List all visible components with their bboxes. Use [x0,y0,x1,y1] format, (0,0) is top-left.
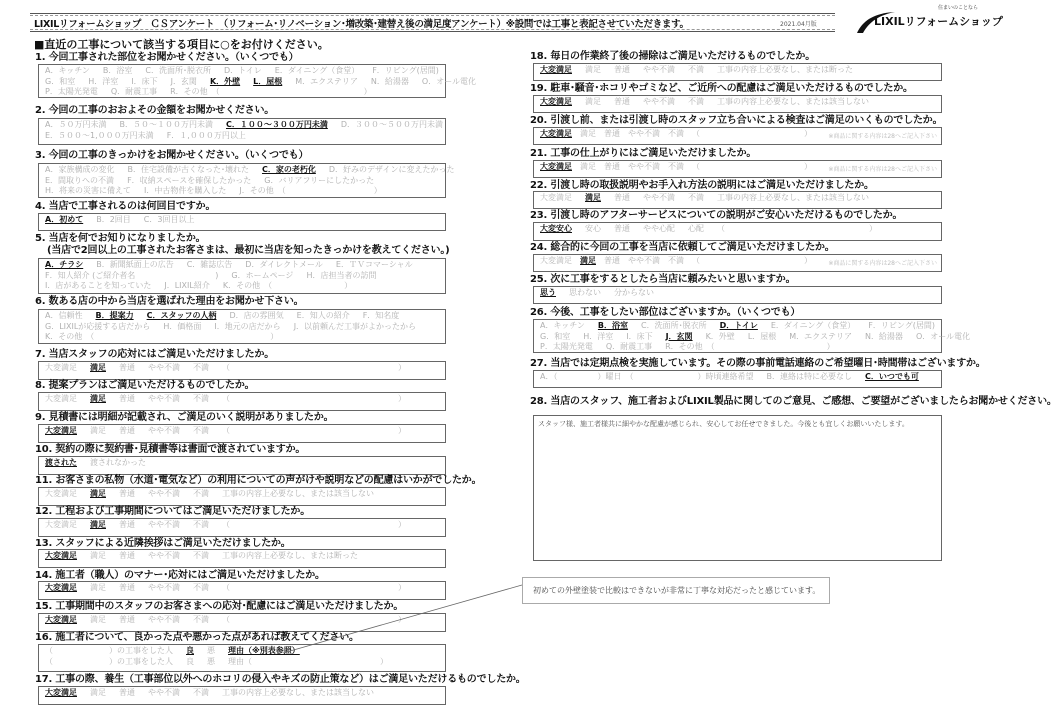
answer-option[interactable]: M．エクステリア [295,76,358,86]
answer-option[interactable]: 工事の内容上必要なし、または該当しない [222,489,374,498]
selected-option[interactable]: 理由（※別表参照） [228,646,300,655]
answer-option[interactable]: C．雑誌広告 [186,260,233,269]
question-10-title: 10. 契約の際に契約書･見積書等は書面で渡されていますか。 [35,444,306,455]
answer-option[interactable]: H．店担当者の訪問 [306,270,377,280]
answer-option[interactable]: 工事の内容上必要なし、または該当しない [222,688,374,697]
question-6-title: 6. 数ある店の中から当店を選ばれた理由をお聞かせ下さい。 [35,296,304,307]
answer-option[interactable]: （ ） [692,129,812,138]
answer-option[interactable]: E．ダイニング（食堂） [770,321,856,330]
answer-option[interactable]: R．その他 （ ） [665,342,835,351]
answer-option[interactable]: 安心 [585,224,601,233]
answer-option[interactable]: 満足 [90,583,106,592]
selected-option[interactable]: 大変満足 [540,129,572,138]
answer-option[interactable]: B．住宅設備が古くなった･壊れた [127,165,249,174]
answer-option[interactable]: B．新聞紙面上の広告 [96,260,174,269]
edition-label: 2021.04月版 [780,21,817,28]
answer-option[interactable]: I．地元の店だから [214,321,281,331]
question-26-title: 26. 今後、工事をしたい部位はございますか。（いくつでも） [530,307,801,318]
answer-option[interactable]: （ ） [222,583,406,592]
answer-option[interactable]: K．外壁 [705,331,735,341]
selected-option[interactable]: 大変満足 [540,97,572,106]
answer-option[interactable]: 普通 [119,583,135,592]
answer-option[interactable]: やや不満 [148,489,180,498]
answer-option[interactable]: E．知人の紹介 [296,311,350,320]
question-28-title: 28. 当店のスタッフ、施工者およびLIXIL製品に関してのご意見、ご感想、ご要望がございましたらお聞かせください。 [530,396,1057,407]
answer-option[interactable]: 大変満足 [45,363,77,372]
answer-option[interactable]: L．屋根 [747,331,777,341]
answer-option[interactable]: 理由（ ） [228,656,388,666]
question-8-title: 8. 提案プランはご満足いただけるものでしたか。 [35,380,255,391]
answer-option[interactable]: 普通 [119,426,135,435]
question-27-title: 27. 当店では定期点検を実施しています。その際の事前電話連絡のご希望曜日･時間帯はございますか。 [530,358,986,369]
answer-option[interactable]: やや不満 [148,583,180,592]
answer-option[interactable]: 普通 [119,520,135,529]
selected-option[interactable]: 大変安心 [540,224,572,233]
selected-option[interactable]: 満足 [580,256,596,265]
question-3-title: 3. 今回の工事のきっかけをお聞かせください。（いくつでも） [35,150,309,161]
selected-option[interactable]: 良 [186,646,194,655]
question-21-title: 21. 工事の仕上がりにはご満足いただけましたか。 [530,148,757,159]
answer-option[interactable]: 大変満足 [540,193,572,202]
answer-option[interactable]: やや不満 [148,363,180,372]
answer-option[interactable]: （ ） [692,256,812,265]
answer-option[interactable]: P．太陽光発電 [540,342,593,351]
answer-option[interactable]: 普通 [119,615,135,624]
answer-option[interactable]: A．キッチン [45,66,90,75]
answer-option[interactable]: 不満 [193,615,209,624]
question-25-title: 25. 次に工事をするとしたら当店に頼みたいと思いますか。 [530,274,796,285]
answer-option[interactable]: 工事の内容上必要なし、または該当しない [717,97,869,106]
question-16-title: 16. 施工者について、良かった点や悪かった点があれば教えてください。 [35,632,359,643]
answer-option[interactable]: やや不満 [628,256,660,265]
selected-option[interactable]: 思う [540,288,556,297]
question-9-title: 9. 見積書には明細が記載され、ご満足のいく説明がありましたか。 [35,412,334,423]
answer-option[interactable]: 満足 [585,97,601,106]
answer-option[interactable]: F．１,０００万円以上 [166,130,246,140]
selected-option[interactable]: C．家の老朽化 [261,165,316,174]
answer-option[interactable]: G．バリアフリーにしたかった [264,175,375,185]
answer-option[interactable]: I．店があることを知っていた [45,281,152,290]
answer-option[interactable]: R．その他 （ ） [170,87,372,96]
answer-option[interactable]: （ ） [222,426,406,435]
answer-option[interactable]: F．リビング(居間) [372,66,439,75]
answer-option[interactable]: 普通 [119,688,135,697]
selected-option[interactable]: 大変満足 [45,551,77,560]
answer-option[interactable]: C．洗面所･脱衣所 [641,321,707,330]
answer-option[interactable]: 心配 [688,224,704,233]
selected-option[interactable]: 渡された [45,458,77,467]
answer-option[interactable]: J．LIXIL紹介 [164,281,210,290]
answer-option[interactable]: G．ホームページ [231,270,294,280]
selected-option[interactable]: B．提案力 [95,311,134,320]
answer-option[interactable]: 普通 [604,256,620,265]
answer-option[interactable]: F．知名度 [362,311,400,320]
answer-option[interactable]: H．将来の災害に備えて [45,186,132,195]
answer-option[interactable]: 不満 [668,162,684,171]
question-17-title: 17. 工事の際、養生（工事部位以外へのホコリの侵入やキズの防止策など）はご満足いただけるものでしたか。 [35,674,526,685]
selected-option[interactable]: 大変満足 [45,426,77,435]
selected-option[interactable]: A．チラシ [45,260,84,269]
answer-option[interactable]: 大変満足 [45,520,77,529]
answer-option[interactable]: E．ダイニング（食堂） [274,66,360,75]
answer-option[interactable]: 悪 [207,656,215,666]
answer-option[interactable]: F．収納スペースを確保したかった [127,175,252,185]
answer-option[interactable]: 不満 [668,129,684,138]
question-11-title: 11. お客さまの私物（水道･電気など）の利用についての声がけや説明などの配慮はいかがでしたか。 [35,475,482,486]
answer-option[interactable]: やや不満 [148,688,180,697]
selected-option[interactable]: 大変満足 [540,162,572,171]
answer-option[interactable]: B．連絡は特に必要なし [766,372,852,381]
answer-option[interactable]: B．2回目 [96,215,131,224]
answer-option[interactable]: J．以前頼んだ工事がよかったから [293,321,417,331]
question-24-title: 24. 総合的に今回の工事を当店に依頼してご満足いただけましたか。 [530,242,835,253]
answer-option[interactable]: B．５０～１００万円未満 [119,120,213,129]
answer-option[interactable]: 不満 [193,363,209,372]
answer-option[interactable]: Q．耐震工事 [110,87,158,96]
answer-option[interactable]: （ ） [222,615,406,624]
question-7-title: 7. 当店スタッフの応対にはご満足いただけましたか。 [35,349,275,360]
answer-option[interactable]: B．浴室 [102,66,133,75]
question-4-title: 4. 当店で工事されるのは何回目ですか。 [35,201,216,212]
question-15-title: 15. 工事期間中のスタッフのお客さまへの応対･配慮にはご満足いただけましたか。 [35,601,404,612]
answer-option[interactable]: やや不満 [148,426,180,435]
answer-option[interactable]: やや不満 [643,97,675,106]
answer-option[interactable]: （ ）の工事をした人 [45,656,173,666]
answer-option[interactable]: やや不満 [148,520,180,529]
answer-option[interactable]: （ ） [222,363,406,372]
answer-option[interactable]: 不満 [193,551,209,560]
answer-option[interactable]: J．その他 （ ） [239,186,382,195]
selected-option[interactable]: 大変満足 [45,583,77,592]
answer-option[interactable]: H．価格面 [163,321,202,331]
answer-option[interactable]: A．５０万円未満 [45,120,107,129]
answer-option[interactable]: 不満 [193,394,209,403]
answer-option[interactable]: A．キッチン [540,321,585,330]
selected-option[interactable]: 満足 [585,193,601,202]
selected-option[interactable]: 大変満足 [540,65,572,74]
answer-option[interactable]: やや不満 [643,65,675,74]
selected-option[interactable]: C．いつでも可 [864,372,919,381]
answer-option[interactable]: C．3回目以上 [143,215,195,224]
answer-option[interactable]: 不満 [193,688,209,697]
answer-option[interactable]: やや不満 [628,162,660,171]
answer-option[interactable]: 満足 [90,615,106,624]
answer-option[interactable]: 工事の内容上必要なし、または該当しない [717,193,869,202]
answer-option[interactable]: 渡されなかった [90,458,146,467]
selected-option[interactable]: K．外壁 [209,76,241,86]
answer-option[interactable]: （ ） [692,162,812,171]
answer-note: ※商品に関する内容は28へご記入下さい [828,133,937,140]
answer-option[interactable]: Q．耐震工事 [605,342,653,351]
answer-option[interactable]: J．玄関 [170,76,197,86]
question-18-title: 18. 毎日の作業終了後の掃除はご満足いただけるものでしたか。 [530,51,815,62]
answer-option[interactable]: I．床下 [626,331,653,341]
answer-option[interactable]: K．その他 （ ） [222,281,353,290]
answer-option[interactable]: H．洋室 [88,76,119,86]
answer-option[interactable]: 普通 [119,489,135,498]
page-title: LIXILリフォームショップ ＣＳアンケート （リフォーム･リノベーション･増改築･建替え後の満足度アンケート）※設問では工事と表記させていただきます。 [34,19,689,30]
answer-option[interactable]: G．和室 [45,76,76,86]
selected-option[interactable]: L．屋根 [253,76,283,86]
answer-option[interactable]: 満足 [585,65,601,74]
answer-option[interactable]: 普通 [119,551,135,560]
question-23-title: 23. 引渡し時のアフターサービスについての説明がご安心いただけるものでしたか。 [530,210,903,221]
selected-option[interactable]: 大変満足 [45,688,77,697]
answer-option[interactable]: 工事の内容上必要なし、または断った [717,65,853,74]
answer-option[interactable]: （ ） [222,394,406,403]
answer-option[interactable]: A．（ ）曜日 （ ）時頃連絡希望 [540,372,754,381]
answer-option[interactable]: E．間取りへの不満 [45,175,115,185]
answer-option[interactable]: やや不満 [148,615,180,624]
answer-option[interactable]: 分からない [614,288,654,297]
answer-option[interactable]: I．中古物件を購入した [144,186,227,195]
answer-option[interactable]: D．ダイレクトメール [245,260,323,269]
question-14-title: 14. 施工者（職人）のマナー･応対にはご満足いただけましたか。 [35,570,325,581]
answer-option[interactable]: やや不満 [148,551,180,560]
answer-option[interactable]: 大変満足 [540,256,572,265]
answer-option[interactable]: D．好みのデザインに変えたかった [328,165,455,174]
answer-option[interactable]: 普通 [604,162,620,171]
answer-option[interactable]: 満足 [90,551,106,560]
answer-option[interactable]: O．オール電化 [421,76,477,86]
answer-option[interactable]: 大変満足 [45,489,77,498]
selected-option[interactable]: 満足 [90,394,106,403]
comment-field[interactable]: スタッフ様、施工者様共に細やかな配慮が感じられ、安心してお任せできました。今後とも宜しくお願いいたします。 [533,415,942,561]
answer-option[interactable]: K．その他 （ ） [45,332,279,341]
answer-option[interactable]: （ ） [222,520,406,529]
answer-option[interactable]: D．店の雰囲気 [229,311,284,320]
answer-option[interactable]: M．エクステリア [789,331,852,341]
answer-option[interactable]: 満足 [580,129,596,138]
selected-option[interactable]: 満足 [90,363,106,372]
answer-option[interactable]: 普通 [614,193,630,202]
answer-option[interactable]: 満足 [90,426,106,435]
answer-option[interactable]: 工事の内容上必要なし、または断った [222,551,358,560]
answer-option[interactable]: やや不満 [148,394,180,403]
selected-option[interactable]: 満足 [90,489,106,498]
answer-option[interactable]: 普通 [614,224,630,233]
answer-option[interactable]: 大変満足 [45,394,77,403]
selected-option[interactable]: B．浴室 [597,321,629,330]
question-12-title: 12. 工程および工事期間についてはご満足いただけましたか。 [35,506,310,517]
instructions: ■直近の工事について該当する項目に○をお付けください。 [34,38,329,51]
answer-option[interactable]: N．給湯器 [370,76,409,86]
answer-option[interactable]: 悪 [207,646,215,655]
answer-option[interactable]: I．床下 [131,76,158,86]
question-13-title: 13. スタッフによる近隣挨拶はご満足いただけましたか。 [35,538,291,549]
answer-option[interactable]: （ ）の工事をした人 [45,646,173,655]
answer-option[interactable]: 満足 [580,162,596,171]
answer-option[interactable]: 不満 [668,256,684,265]
answer-option[interactable]: D．トイレ [224,66,262,75]
selected-option[interactable]: 満足 [90,520,106,529]
answer-option[interactable]: P．太陽光発電 [45,87,98,96]
selected-option[interactable]: J．玄関 [665,331,693,341]
answer-option[interactable]: 不満 [193,489,209,498]
selected-option[interactable]: D．トイレ [719,321,758,330]
question-5-subtitle: (当店で2回以上の工事されたお客さまは、最初に当店を知ったきっかけを教えてください。) [47,245,450,256]
answer-option[interactable]: 不満 [193,520,209,529]
answer-option[interactable]: A．信頼性 [45,311,83,320]
answer-option[interactable]: 普通 [614,65,630,74]
question-1-title: 1. 今回工事された部位をお聞かせください。（いくつでも） [35,52,299,63]
logo-tagline: 住まいのことなら [938,5,979,11]
selected-option[interactable]: C．スタッフの人柄 [146,311,217,320]
question-2-title: 2. 今回の工事のおおよその金額をお聞かせください。 [35,105,275,116]
answer-option[interactable]: F．リビング(居間) [868,321,935,330]
answer-option[interactable]: 思わない [569,288,601,297]
answer-option[interactable]: C．洗面所･脱衣所 [145,66,212,75]
answer-option[interactable]: 不満 [688,97,704,106]
answer-option[interactable]: 普通 [614,97,630,106]
answer-option[interactable]: やや不満 [628,129,660,138]
answer-option[interactable]: H．洋室 [583,331,614,341]
answer-option[interactable]: E．５００～1,０００万円未満 [45,130,154,140]
question-22-title: 22. 引渡し時の取扱説明やお手入れ方法の説明にはご満足いただけましたか。 [530,180,874,191]
answer-option[interactable]: （ ） [717,224,877,233]
answer-option[interactable]: 普通 [119,363,135,372]
answer-option[interactable]: 不満 [688,65,704,74]
answer-option[interactable]: 普通 [604,129,620,138]
question-20-title: 20. 引渡し前、または引渡し時のスタッフ立ち合いによる検査はご満足のいくものでしたか。 [530,115,943,126]
answer-option[interactable]: O．オール電化 [915,331,971,341]
answer-option[interactable]: やや心配 [643,224,675,233]
answer-option[interactable]: D．３００～５００万円未満 [340,120,444,129]
answer-option[interactable]: N．給湯器 [864,331,903,341]
answer-note: ※商品に関する内容は28へご記入下さい [828,166,937,173]
answer-option[interactable]: 不満 [193,583,209,592]
answer-option[interactable]: 満足 [90,688,106,697]
selected-option[interactable]: 大変満足 [45,615,77,624]
question-19-title: 19. 駐車･騒音･ホコリやゴミなど、ご近所への配慮はご満足いただけるものでしたか。 [530,83,913,94]
selected-option[interactable]: C．１００～３００万円未満 [225,120,328,129]
answer-option[interactable]: G．和室 [540,331,571,341]
answer-option[interactable]: A．家族構成の変化 [45,165,115,174]
answer-option[interactable]: F．知人紹介 (ご紹介者名 ) [45,270,219,280]
answer-option[interactable]: やや不満 [643,193,675,202]
answer-option[interactable]: 普通 [119,394,135,403]
answer-option[interactable]: G．LIXILが応援する店だから [45,321,151,331]
selected-option[interactable]: A．初めて [45,215,84,224]
answer-option[interactable]: 不満 [688,193,704,202]
question-5-title: 5. 当店を何でお知りになりましたか。 [35,233,206,244]
annotation-callout: 初めての外壁塗装で比較はできないが非常に丁寧な対応だったと感じています。 [522,577,830,604]
answer-option[interactable]: E．ＴＶコマーシャル [335,260,413,269]
logo-name: LIXILリフォームショップ [874,15,1003,28]
answer-note: ※商品に関する内容は28へご記入下さい [828,260,937,267]
answer-option[interactable]: 良 [186,656,194,666]
answer-option[interactable]: 不満 [193,426,209,435]
